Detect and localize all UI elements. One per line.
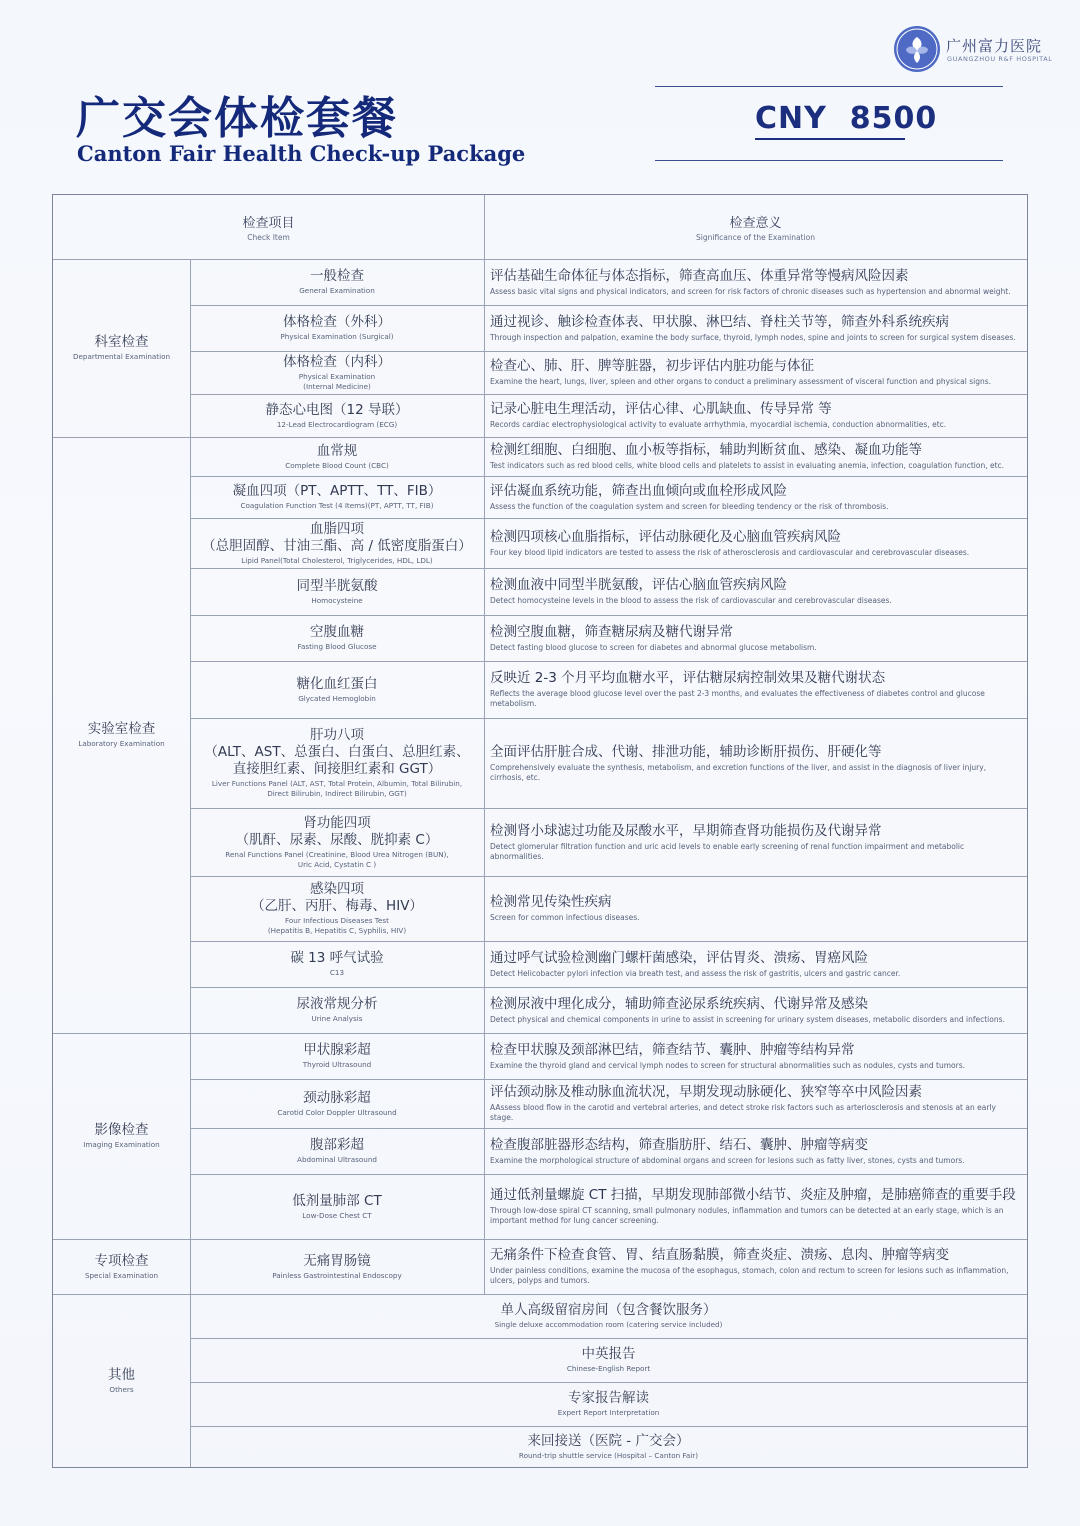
- group-label-cn: 其他: [108, 1366, 135, 1383]
- significance-cell: [484, 1033, 1027, 1079]
- significance-cn: 反映近 2-3 个月平均血糖水平，评估糖尿病控制效果及糖代谢状态: [490, 670, 886, 686]
- row-divider: [190, 1033, 1027, 1034]
- row-divider: [190, 437, 1027, 438]
- check-item-cn: 体格检查（内科）: [283, 353, 391, 370]
- check-item-en: Low-Dose Chest CT: [302, 1210, 372, 1220]
- significance-cn: 评估基础生命体征与体态指标，筛查高血压、体重异常等慢病风险因素: [490, 267, 909, 284]
- significance-cn: 通过呼气试验检测幽门螺杆菌感染，评估胃炎、溃疡、胃癌风险: [490, 949, 868, 966]
- check-item-en: Thyroid Ultrasound: [302, 1060, 372, 1069]
- row-divider: [190, 394, 1027, 395]
- significance-cell: [484, 615, 1027, 661]
- group-cell: [53, 259, 190, 437]
- check-item-cn: 尿液常规分析: [296, 996, 378, 1012]
- row-divider: [190, 1128, 1027, 1129]
- significance-cn: 检查腹部脏器形态结构，筛查脂肪肝、结石、囊肿、肿瘤等病变: [490, 1136, 868, 1153]
- check-item-cn: 糖化血红蛋白: [296, 675, 378, 692]
- significance-cn: 检测空腹血糖，筛查糖尿病及糖代谢异常: [490, 623, 733, 640]
- significance-cell: [484, 518, 1027, 568]
- check-item-en: Carotid Color Doppler Ultrasound: [277, 1107, 397, 1117]
- significance-cn: 检查心、肺、肝、脾等脏器，初步评估内脏功能与体征: [490, 358, 814, 374]
- header-significance: [484, 195, 1027, 259]
- check-item-cn: 静态心电图（12 导联）: [265, 401, 409, 418]
- header-check-item: [53, 195, 484, 259]
- check-item-en: 12-Lead Electrocardiogram (ECG): [276, 419, 398, 429]
- significance-cn: 通过视诊、触诊检查体表、甲状腺、淋巴结、脊柱关节等，筛查外科系统疾病: [490, 313, 949, 330]
- header-check-item-en: Check Item: [247, 233, 290, 242]
- others-item-cn: 来回接送（医院 - 广交会）: [527, 1432, 690, 1449]
- page-title-cn: 广交会体检套餐: [76, 93, 398, 144]
- row-divider: [190, 1338, 1027, 1339]
- others-item-en: Single deluxe accommodation room (catering service included): [494, 1320, 723, 1329]
- group-label-en: Others: [109, 1384, 134, 1394]
- check-item-cell: [190, 305, 484, 351]
- check-item-en: Homocysteine: [311, 595, 363, 605]
- check-item-cn: 颈动脉彩超: [303, 1089, 371, 1106]
- row-divider: [190, 1174, 1027, 1175]
- check-item-cell: [190, 351, 484, 394]
- significance-cn: 检测常见传染性疾病: [490, 894, 612, 910]
- package-table: [52, 194, 1028, 1468]
- significance-cell: [484, 568, 1027, 615]
- check-item-cell: [190, 476, 484, 518]
- significance-en: Detect glomerular filtration function and uric acid levels to enable early screening of renal function impairment and metabolic abnormalities.: [490, 841, 965, 861]
- significance-cn: 无痛条件下检查食管、胃、结直肠黏膜，筛查炎症、溃疡、息肉、肿瘤等病变: [490, 1247, 949, 1263]
- significance-en: Records cardiac electrophysiological activity to evaluate arrhythmia, myocardial ischemia, conduction abnormalities, etc.: [490, 420, 947, 429]
- group-label-cn: 实验室检查: [87, 721, 156, 737]
- column-divider: [484, 195, 485, 1294]
- significance-en: Detect homocysteine levels in the blood to assess the risk of cardiovascular and cerebrovascular diseases.: [490, 596, 892, 605]
- significance-cn: 检测四项核心血脂指标，评估动脉硬化及心脑血管疾病风险: [490, 528, 841, 545]
- significance-cell: [484, 437, 1027, 476]
- row-divider: [190, 1426, 1027, 1427]
- row-divider: [190, 1382, 1027, 1383]
- check-item-cn: 肾功能四项 （肌酐、尿素、尿酸、胱抑素 C）: [235, 814, 439, 848]
- check-item-cell: [190, 259, 484, 305]
- check-item-cell: [190, 1239, 484, 1294]
- check-item-en: Painless Gastrointestinal Endoscopy: [272, 1270, 402, 1280]
- significance-cell: [484, 1174, 1027, 1239]
- column-divider: [190, 259, 191, 1467]
- significance-cell: [484, 476, 1027, 518]
- check-item-cn: 甲状腺彩超: [303, 1042, 371, 1058]
- others-item-cell: [190, 1338, 1027, 1382]
- significance-en: Detect fasting blood glucose to screen for diabetes and abnormal glucose metabolism.: [490, 642, 817, 652]
- significance-cn: 记录心脏电生理活动，评估心律、心肌缺血、传导异常 等: [490, 401, 832, 417]
- check-item-en: Liver Functions Panel (ALT, AST, Total Protein, Albumin, Total Bilirubin, Direct Bilirubin, Indirect Bilirubin, GGT): [211, 779, 463, 798]
- significance-cn: 全面评估肝脏合成、代谢、排泄功能，辅助诊断肝损伤、肝硬化等: [490, 743, 882, 760]
- header-significance-en: Significance of the Examination: [696, 233, 815, 242]
- significance-en: Reflects the average blood glucose level over the past 2-3 months, and evaluates the effectiveness of diabetes control and glucose metabolism.: [490, 689, 985, 708]
- check-item-en: Physical Examination (Internal Medicine): [298, 371, 376, 391]
- significance-cn: 检测尿液中理化成分，辅助筛查泌尿系统疾病、代谢异常及感染: [490, 995, 868, 1012]
- check-item-en: Complete Blood Count (CBC): [285, 460, 389, 470]
- check-item-cell: [190, 568, 484, 615]
- significance-cn: 检查甲状腺及颈部淋巴结，筛查结节、囊肿、肿瘤等结构异常: [490, 1041, 855, 1058]
- row-divider: [190, 808, 1027, 809]
- group-label-cn: 专项检查: [94, 1252, 149, 1269]
- significance-cell: [484, 259, 1027, 305]
- significance-en: Four key blood lipid indicators are tested to assess the risk of atherosclerosis and cardiovascular and cerebrovascular diseases.: [490, 547, 970, 557]
- significance-cell: [484, 661, 1027, 718]
- check-item-cell: [190, 1174, 484, 1239]
- significance-cell: [484, 987, 1027, 1033]
- others-item-cell: [190, 1382, 1027, 1426]
- others-item-en: Round-trip shuttle service (Hospital – Canton Fair): [518, 1450, 699, 1460]
- check-item-en: Coagulation Function Test (4 Items)(PT, APTT, TT, FIB): [240, 501, 434, 510]
- significance-cn: 检测血液中同型半胱氨酸，评估心脑血管疾病风险: [490, 577, 787, 593]
- significance-cell: [484, 941, 1027, 987]
- check-item-cn: 血脂四项 （总胆固醇、甘油三酯、高 / 低密度脂蛋白）: [202, 520, 472, 554]
- significance-en: Detect physical and chemical components in urine to assist in screening for urinary system diseases, metabolic disorders and infections.: [490, 1014, 1005, 1024]
- check-item-cell: [190, 661, 484, 718]
- check-item-cn: 感染四项 （乙肝、丙肝、梅毒、HIV）: [251, 881, 423, 914]
- group-label-cn: 科室检查: [94, 334, 149, 350]
- check-item-en: C13: [329, 968, 345, 977]
- header-check-item-cn: 检查项目: [242, 216, 295, 231]
- row-divider: [190, 718, 1027, 719]
- significance-en: Assess basic vital signs and physical indicators, and screen for risk factors of chronic diseases such as hypertension and abnormal weight.: [490, 286, 1011, 296]
- check-item-cell: [190, 808, 484, 876]
- page-title-en: Canton Fair Health Check-up Package: [77, 141, 526, 166]
- significance-cn: 评估凝血系统功能，筛查出血倾向或血栓形成风险: [490, 482, 787, 499]
- significance-cn: 检测肾小球滤过功能及尿酸水平，早期筛查肾功能损伤及代谢异常: [490, 822, 882, 839]
- price-underline: [755, 138, 905, 140]
- check-item-cell: [190, 941, 484, 987]
- check-item-en: Four Infectious Diseases Test (Hepatitis B, Hepatitis C, Syphilis, HIV): [267, 916, 407, 935]
- significance-en: Under painless conditions, examine the mucosa of the esophagus, stomach, colon and rectum to screen for lesions such as inflammation, ulcers, polyps and tumors.: [490, 1266, 1009, 1285]
- row-divider: [190, 987, 1027, 988]
- check-item-cn: 低剂量肺部 CT: [292, 1192, 382, 1209]
- significance-cn: 检测红细胞、白细胞、血小板等指标，辅助判断贫血、感染、凝血功能等: [490, 442, 922, 458]
- significance-cell: [484, 808, 1027, 876]
- group-cell: [53, 437, 190, 1033]
- check-item-en: Glycated Hemoglobin: [298, 693, 376, 703]
- significance-cell: [484, 394, 1027, 437]
- check-item-en: Urine Analysis: [311, 1014, 363, 1023]
- check-item-en: Abdominal Ultrasound: [297, 1155, 377, 1164]
- significance-en: Detect Helicobacter pylori infection via breath test, and assess the risk of gastritis, ulcers and gastric cancer.: [490, 968, 901, 978]
- others-item-cell: [190, 1426, 1027, 1467]
- significance-cell: [484, 1239, 1027, 1294]
- significance-en: Assess the function of the coagulation system and screen for bleeding tendency or the risk of thrombosis.: [490, 501, 889, 511]
- significance-cell: [484, 718, 1027, 808]
- others-item-cn: 单人高级留宿房间（包含餐饮服务）: [500, 1302, 717, 1318]
- row-divider: [190, 661, 1027, 662]
- group-label-en: Special Examination: [84, 1270, 159, 1280]
- group-label-cn: 影像检查: [94, 1122, 149, 1138]
- check-item-en: Physical Examination (Surgical): [280, 332, 394, 341]
- check-item-cell: [190, 1079, 484, 1128]
- check-item-cell: [190, 718, 484, 808]
- significance-en: Comprehensively evaluate the synthesis, metabolism, and excretion functions of the liver, and assist in the diagnosis of liver injury, cirrhosis, etc.: [490, 762, 987, 782]
- others-item-en: Chinese-English Report: [566, 1364, 651, 1373]
- hospital-name-cn: 广州富力医院: [946, 37, 1043, 55]
- significance-cell: [484, 305, 1027, 351]
- row-divider: [190, 1239, 1027, 1240]
- group-label-en: Imaging Examination: [83, 1140, 160, 1149]
- row-divider: [190, 351, 1027, 352]
- significance-cn: 通过低剂量螺旋 CT 扫描，早期发现肺部微小结节、炎症及肿瘤，是肺癌筛查的重要手段: [490, 1187, 1016, 1203]
- significance-en: Screen for common infectious diseases.: [490, 913, 640, 922]
- check-item-en: Fasting Blood Glucose: [297, 642, 377, 651]
- significance-en: Test indicators such as red blood cells, white blood cells and platelets to assist in evaluating anemia, infection, coagulation function, etc.: [490, 461, 1005, 470]
- check-item-cn: 腹部彩超: [310, 1137, 364, 1153]
- row-divider: [190, 568, 1027, 569]
- check-item-cell: [190, 1033, 484, 1079]
- significance-cn: 评估颈动脉及椎动脉血流状况，早期发现动脉硬化、狭窄等卒中风险因素: [490, 1084, 922, 1100]
- package-price: CNY 8500: [755, 101, 938, 136]
- check-item-cell: [190, 876, 484, 941]
- check-item-cell: [190, 394, 484, 437]
- significance-en: Examine the heart, lungs, liver, spleen and other organs to conduct a preliminary assessment of visceral function and physical signs.: [490, 377, 992, 386]
- hospital-logo: [893, 25, 1053, 75]
- row-divider: [190, 518, 1027, 519]
- significance-en: Examine the thyroid gland and cervical lymph nodes to screen for structural abnormalities such as nodules, cysts and tumors.: [490, 1060, 965, 1070]
- significance-cell: [484, 876, 1027, 941]
- significance-en: AAssess blood flow in the carotid and vertebral arteries, and detect stroke risk factors such as arteriosclerosis and stenosis at an early stage.: [490, 1103, 996, 1122]
- significance-en: Examine the morphological structure of abdominal organs and screen for lesions such as fatty liver, stones, cysts and tumors.: [490, 1155, 965, 1165]
- others-item-cn: 中英报告: [581, 1346, 636, 1362]
- header-significance-cn: 检查意义: [729, 216, 782, 231]
- group-cell: [53, 1033, 190, 1239]
- row-divider: [190, 305, 1027, 306]
- row-divider: [190, 876, 1027, 877]
- check-item-cn: 碳 13 呼气试验: [290, 950, 384, 966]
- significance-cell: [484, 1128, 1027, 1174]
- check-item-cn: 肝功八项 （ALT、AST、总蛋白、白蛋白、总胆红素、 直接胆红素、间接胆红素和 GGT）: [204, 727, 470, 777]
- hospital-flower-logo-icon: [893, 25, 941, 73]
- row-divider: [190, 476, 1027, 477]
- check-item-cn: 体格检查（外科）: [283, 314, 391, 330]
- significance-en: Through inspection and palpation, examine the body surface, thyroid, lymph nodes, spine and joints to screen for surgical system diseases.: [490, 332, 1016, 342]
- significance-en: Through low-dose spiral CT scanning, small pulmonary nodules, inflammation and tumors can be detected at an early stage, which is an important method for lung cancer screening.: [490, 1206, 1004, 1225]
- group-label-en: Laboratory Examination: [78, 739, 165, 748]
- check-item-cell: [190, 437, 484, 476]
- significance-cell: [484, 351, 1027, 394]
- check-item-cn: 空腹血糖: [310, 624, 364, 640]
- check-item-cell: [190, 615, 484, 661]
- check-item-en: General Examination: [299, 286, 375, 295]
- hospital-name-en: GUANGZHOU R&F HOSPITAL: [947, 55, 1053, 63]
- check-item-en: Lipid Panel(Total Cholesterol, Triglycerides, HDL, LDL): [241, 555, 433, 565]
- check-item-en: Renal Functions Panel (Creatinine, Blood Urea Nitrogen (BUN), Uric Acid, Cystatin C ): [225, 849, 449, 869]
- price-top-rule: [655, 86, 1003, 87]
- check-item-cn: 一般检查: [310, 268, 364, 284]
- others-item-en: Expert Report Interpretation: [557, 1408, 660, 1417]
- check-item-cn: 血常规: [316, 442, 358, 459]
- check-item-cell: [190, 987, 484, 1033]
- others-item-cell: [190, 1294, 1027, 1338]
- group-cell: [53, 1239, 190, 1294]
- row-divider: [190, 941, 1027, 942]
- significance-cell: [484, 1079, 1027, 1128]
- check-item-cn: 凝血四项（PT、APTT、TT、FIB）: [232, 483, 442, 499]
- price-bottom-rule: [655, 160, 1003, 161]
- others-item-cn: 专家报告解读: [568, 1390, 649, 1406]
- group-cell: [53, 1294, 190, 1467]
- check-item-cell: [190, 1128, 484, 1174]
- row-divider: [190, 615, 1027, 616]
- check-item-cn: 无痛胃肠镜: [303, 1252, 371, 1269]
- row-divider: [190, 1079, 1027, 1080]
- check-item-cell: [190, 518, 484, 568]
- check-item-cn: 同型半胱氨酸: [296, 577, 378, 594]
- group-label-en: Departmental Examination: [72, 352, 171, 361]
